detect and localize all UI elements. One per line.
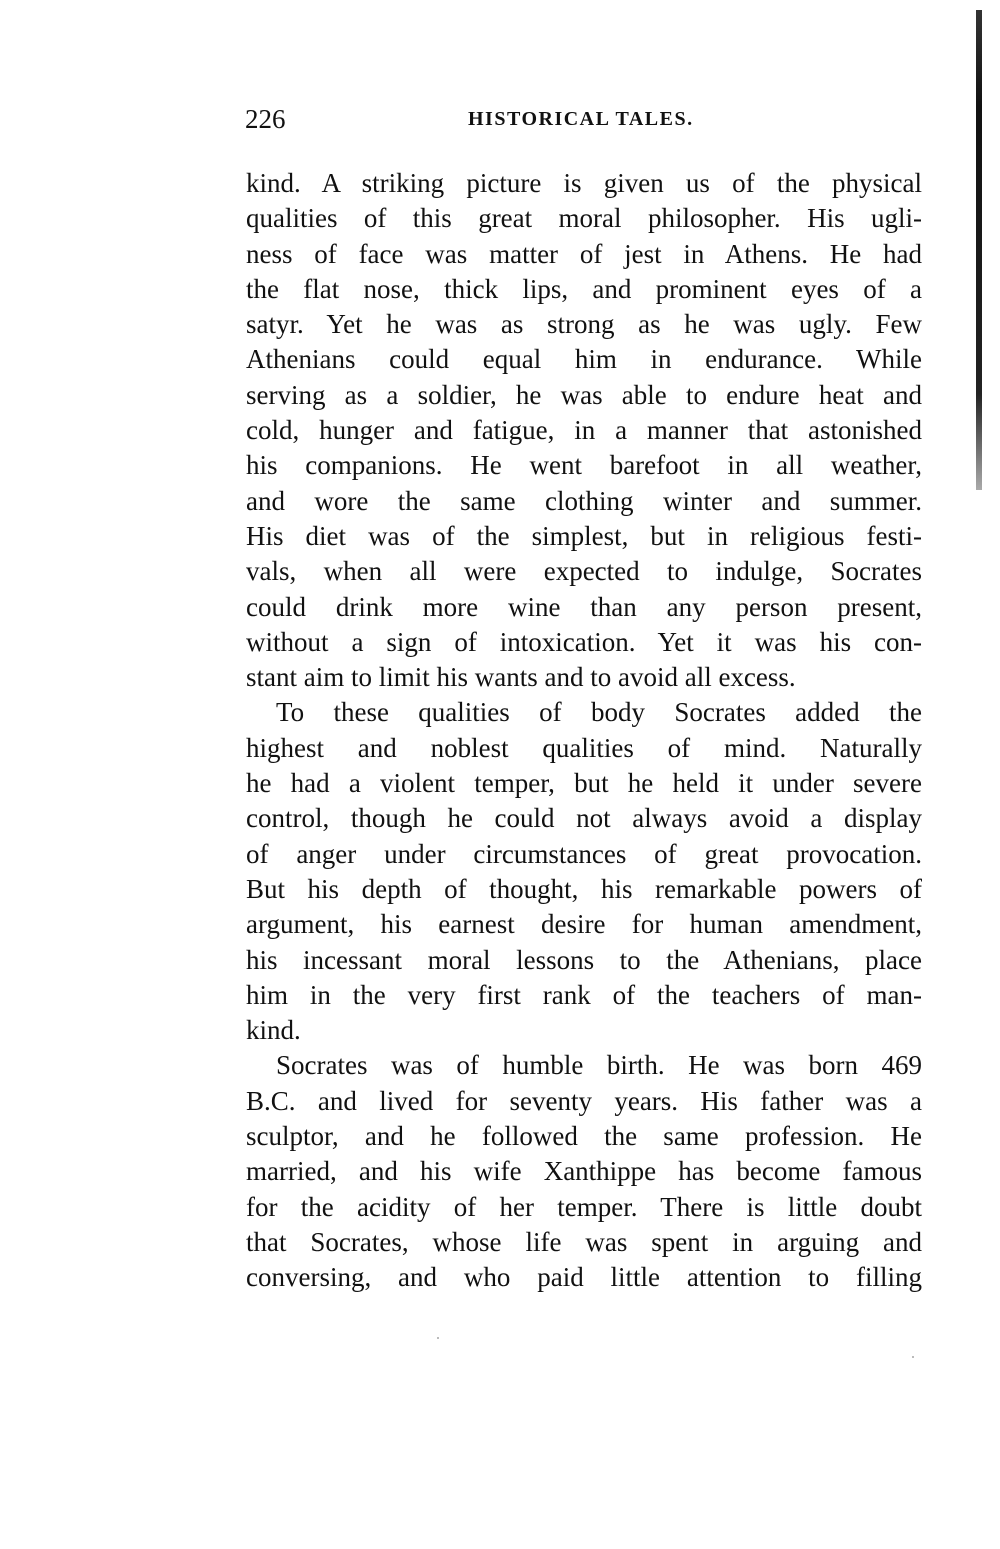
text-line: sculptor, and he followed the same profession. He	[246, 1121, 922, 1152]
scan-speck	[912, 1356, 914, 1358]
text-line: vals, when all were expected to indulge, Socrates	[246, 556, 922, 587]
text-line: highest and noblest qualities of mind. Naturally	[246, 732, 922, 763]
text-line: he had a violent temper, but he held it under severe	[246, 768, 922, 799]
text-line: his incessant moral lessons to the Athenians, place	[246, 944, 922, 975]
text-line: his companions. He went barefoot in all weather,	[246, 450, 922, 481]
text-line: serving as a soldier, he was able to endure heat and	[246, 379, 922, 410]
text-line: kind.	[246, 1015, 301, 1046]
text-line: control, though he could not always avoid a display	[246, 803, 922, 834]
text-line: B.C. and lived for seventy years. His father was a	[246, 1085, 922, 1116]
text-line: Socrates was of humble birth. He was born 469	[276, 1050, 922, 1081]
text-line: kind. A striking picture is given us of the physical	[246, 168, 922, 198]
text-line: ness of face was matter of jest in Athens. He had	[246, 238, 922, 269]
page-number: 226	[245, 104, 286, 134]
text-line: argument, his earnest desire for human amendment,	[246, 909, 922, 940]
page-body	[246, 166, 922, 1296]
text-line: that Socrates, whose life was spent in arguing and	[246, 1226, 922, 1257]
text-line: satyr. Yet he was as strong as he was ugly. Few	[246, 309, 922, 340]
text-line: without a sign of intoxication. Yet it was his con-	[246, 626, 922, 657]
text-line: the flat nose, thick lips, and prominent eyes of a	[246, 273, 922, 304]
text-line: could drink more wine than any person present,	[246, 591, 922, 622]
text-line: conversing, and who paid little attention to filling	[246, 1262, 922, 1293]
scan-speck	[437, 1337, 439, 1339]
running-header: HISTORICAL TALES.	[468, 108, 694, 130]
text-line: But his depth of thought, his remarkable powers of	[246, 873, 922, 904]
text-line: him in the very first rank of the teachers of man-	[246, 979, 922, 1010]
text-line: of anger under circumstances of great provocation.	[246, 838, 922, 869]
text-line: Athenians could equal him in endurance. While	[246, 344, 922, 375]
text-line: To these qualities of body Socrates added the	[276, 697, 922, 728]
text-line: for the acidity of her temper. There is little doubt	[246, 1191, 922, 1222]
text-line: married, and his wife Xanthippe has become famous	[246, 1156, 922, 1187]
text-line: cold, hunger and fatigue, in a manner that astonished	[246, 415, 922, 446]
text-line: His diet was of the simplest, but in religious festi-	[246, 520, 922, 551]
text-line: qualities of this great moral philosopher. His ugli-	[246, 203, 922, 234]
text-line: and wore the same clothing winter and summer.	[246, 485, 922, 516]
text-line: stant aim to limit his wants and to avoid all excess.	[246, 662, 796, 693]
scan-edge-mark	[976, 10, 982, 490]
